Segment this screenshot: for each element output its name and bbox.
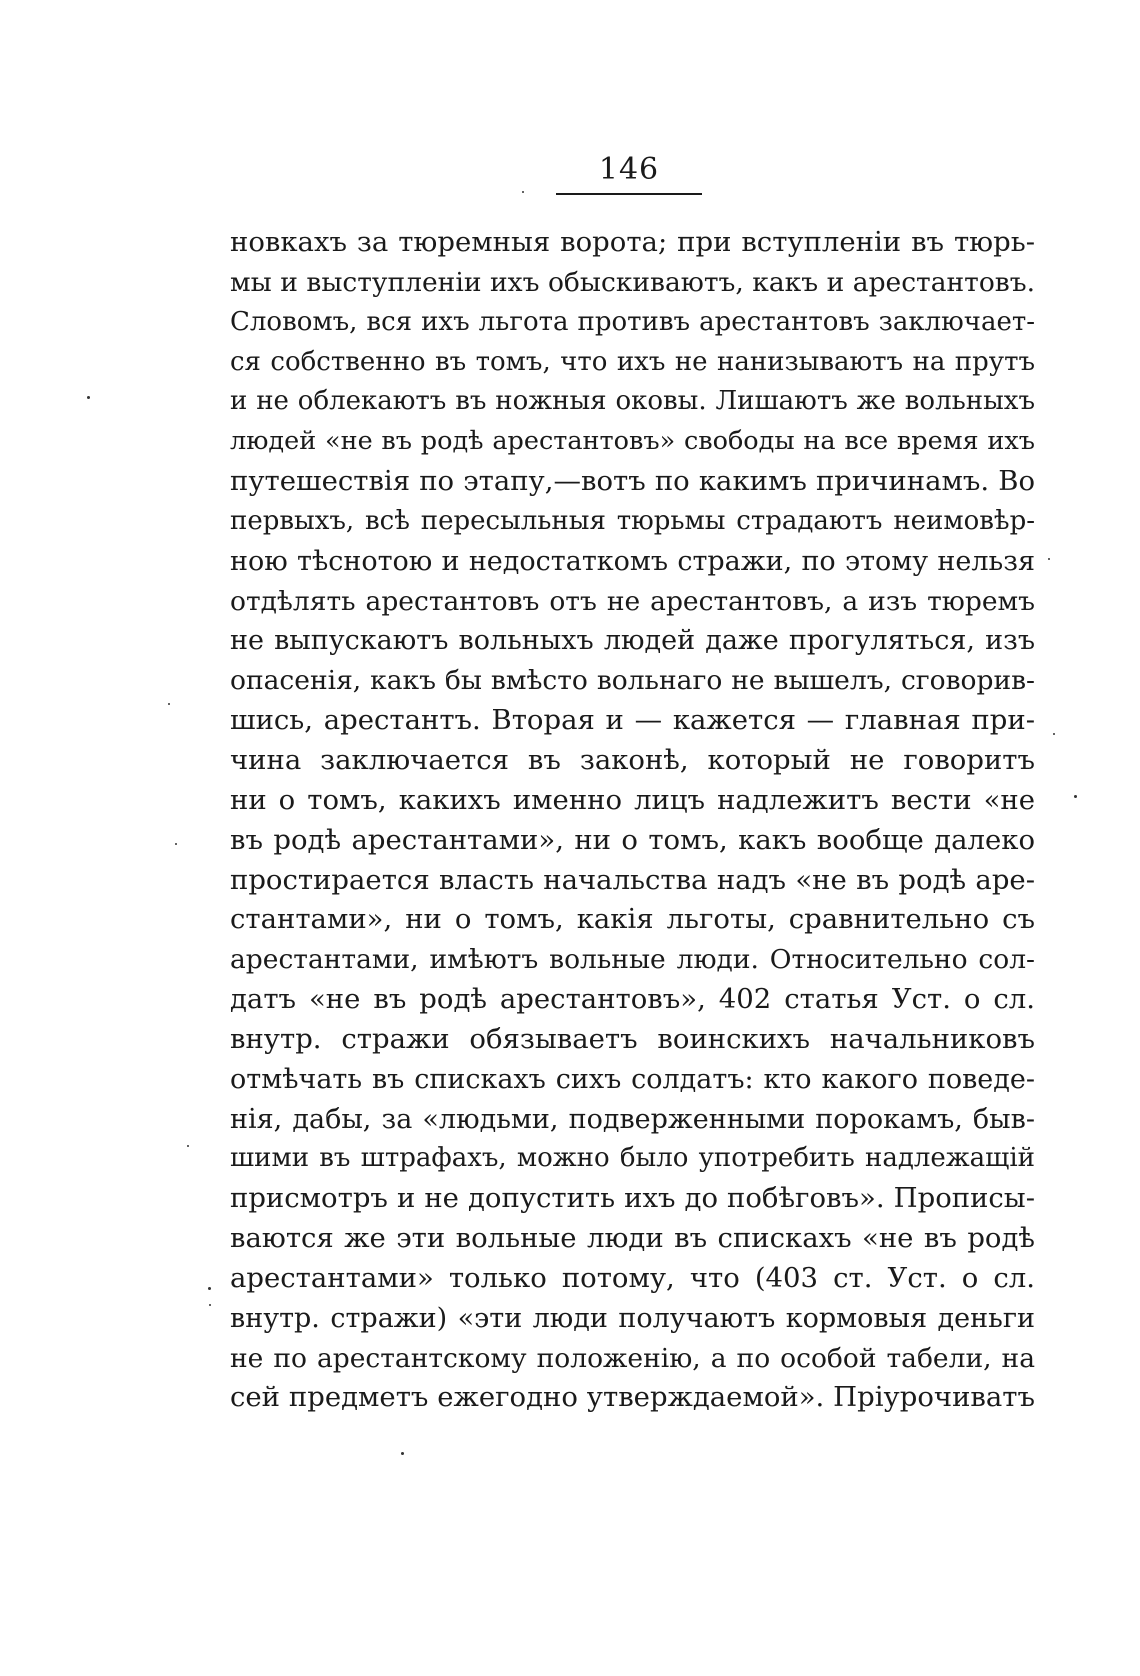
text-line-29: не по арестантскому положенію, а по особой табели, на <box>230 1342 1035 1374</box>
text-line-30: сей предметъ ежегодно утверждаемой». Пріурочиватъ <box>230 1381 1035 1414</box>
text-line-28: внутр. стражи) «эти люди получаютъ кормовыя деньги <box>230 1302 1035 1334</box>
scan-speck <box>87 396 90 399</box>
page-number-rule <box>556 193 702 195</box>
text-line-1: новкахъ за тюремныя ворота; при вступленіи въ тюрь- <box>230 226 1035 258</box>
scan-speck <box>1048 558 1050 560</box>
page-number: 146 <box>598 152 660 187</box>
text-line-18: стантами», ни о томъ, какія льготы, сравнительно съ <box>230 903 1035 936</box>
text-line-3: Словомъ, вся ихъ льгота противъ арестантовъ заключает- <box>230 306 1035 337</box>
scan-speck <box>1053 733 1055 735</box>
scan-speck <box>209 1304 211 1306</box>
scan-speck <box>1074 795 1077 798</box>
text-line-19: арестантами, имѣютъ вольные люди. Относительно сол- <box>230 944 1035 976</box>
text-line-14: чина заключается въ законѣ, который не говоритъ <box>230 743 1035 776</box>
text-line-20: датъ «не въ родѣ арестантовъ», 402 статья Уст. о сл. <box>230 983 1035 1016</box>
text-line-10: отдѣлять арестантовъ отъ не арестантовъ, а изъ тюремъ <box>230 585 1035 617</box>
text-line-5: и не облекаютъ въ ножныя оковы. Лишаютъ же вольныхъ <box>230 386 1035 417</box>
scan-speck <box>187 1145 189 1147</box>
text-line-11: не выпускаютъ вольныхъ людей даже прогуляться, изъ <box>230 625 1035 657</box>
scan-speck <box>168 703 170 705</box>
scan-speck <box>208 1287 211 1290</box>
text-line-26: ваются же эти вольные люди въ спискахъ «не въ родѣ <box>230 1222 1035 1255</box>
text-line-6: людей «не въ родѣ арестантовъ» свободы на все время ихъ <box>230 426 1035 457</box>
text-line-25: присмотръ и не допустить ихъ до побѣговъ». Прописы- <box>230 1182 1035 1215</box>
text-line-15: ни о томъ, какихъ именно лицъ надлежитъ вести «не <box>230 783 1035 816</box>
text-line-9: ною тѣснотою и недостаткомъ стражи, по этому нельзя <box>230 545 1035 577</box>
body-text <box>230 223 1035 1418</box>
text-line-7: путешествія по этапу,—вотъ по какимъ причинамъ. Во <box>230 465 1035 498</box>
text-line-21: внутр. стражи обязываетъ воинскихъ начальниковъ <box>230 1022 1035 1055</box>
text-line-24: шими въ штрафахъ, можно было употребить надлежащій <box>230 1143 1035 1174</box>
text-line-8: первыхъ, всѣ пересыльныя тюрьмы страдаютъ неимовѣр- <box>230 505 1035 536</box>
text-line-23: нія, дабы, за «людьми, подверженными порокамъ, быв- <box>230 1103 1035 1135</box>
scan-speck <box>175 843 177 845</box>
text-line-2: мы и выступленіи ихъ обыскиваютъ, какъ и арестантовъ. <box>230 266 1035 298</box>
text-line-4: ся собственно въ томъ, что ихъ не нанизываютъ на прутъ <box>230 346 1035 377</box>
text-line-27: арестантами» только потому, что (403 ст. Уст. о сл. <box>230 1261 1035 1294</box>
text-line-13: шись, арестантъ. Вторая и — кажется — главная при- <box>230 704 1035 737</box>
text-line-17: простирается власть начальства надъ «не въ родѣ аре- <box>230 863 1035 896</box>
scan-speck <box>401 1452 404 1455</box>
text-line-16: въ родѣ арестантами», ни о томъ, какъ вообще далеко <box>230 823 1035 856</box>
text-line-22: отмѣчать въ спискахъ сихъ солдатъ: кто какого поведе- <box>230 1063 1035 1095</box>
scan-speck <box>522 191 524 193</box>
text-line-12: опасенія, какъ бы вмѣсто вольнаго не вышелъ, сговорив- <box>230 665 1035 697</box>
